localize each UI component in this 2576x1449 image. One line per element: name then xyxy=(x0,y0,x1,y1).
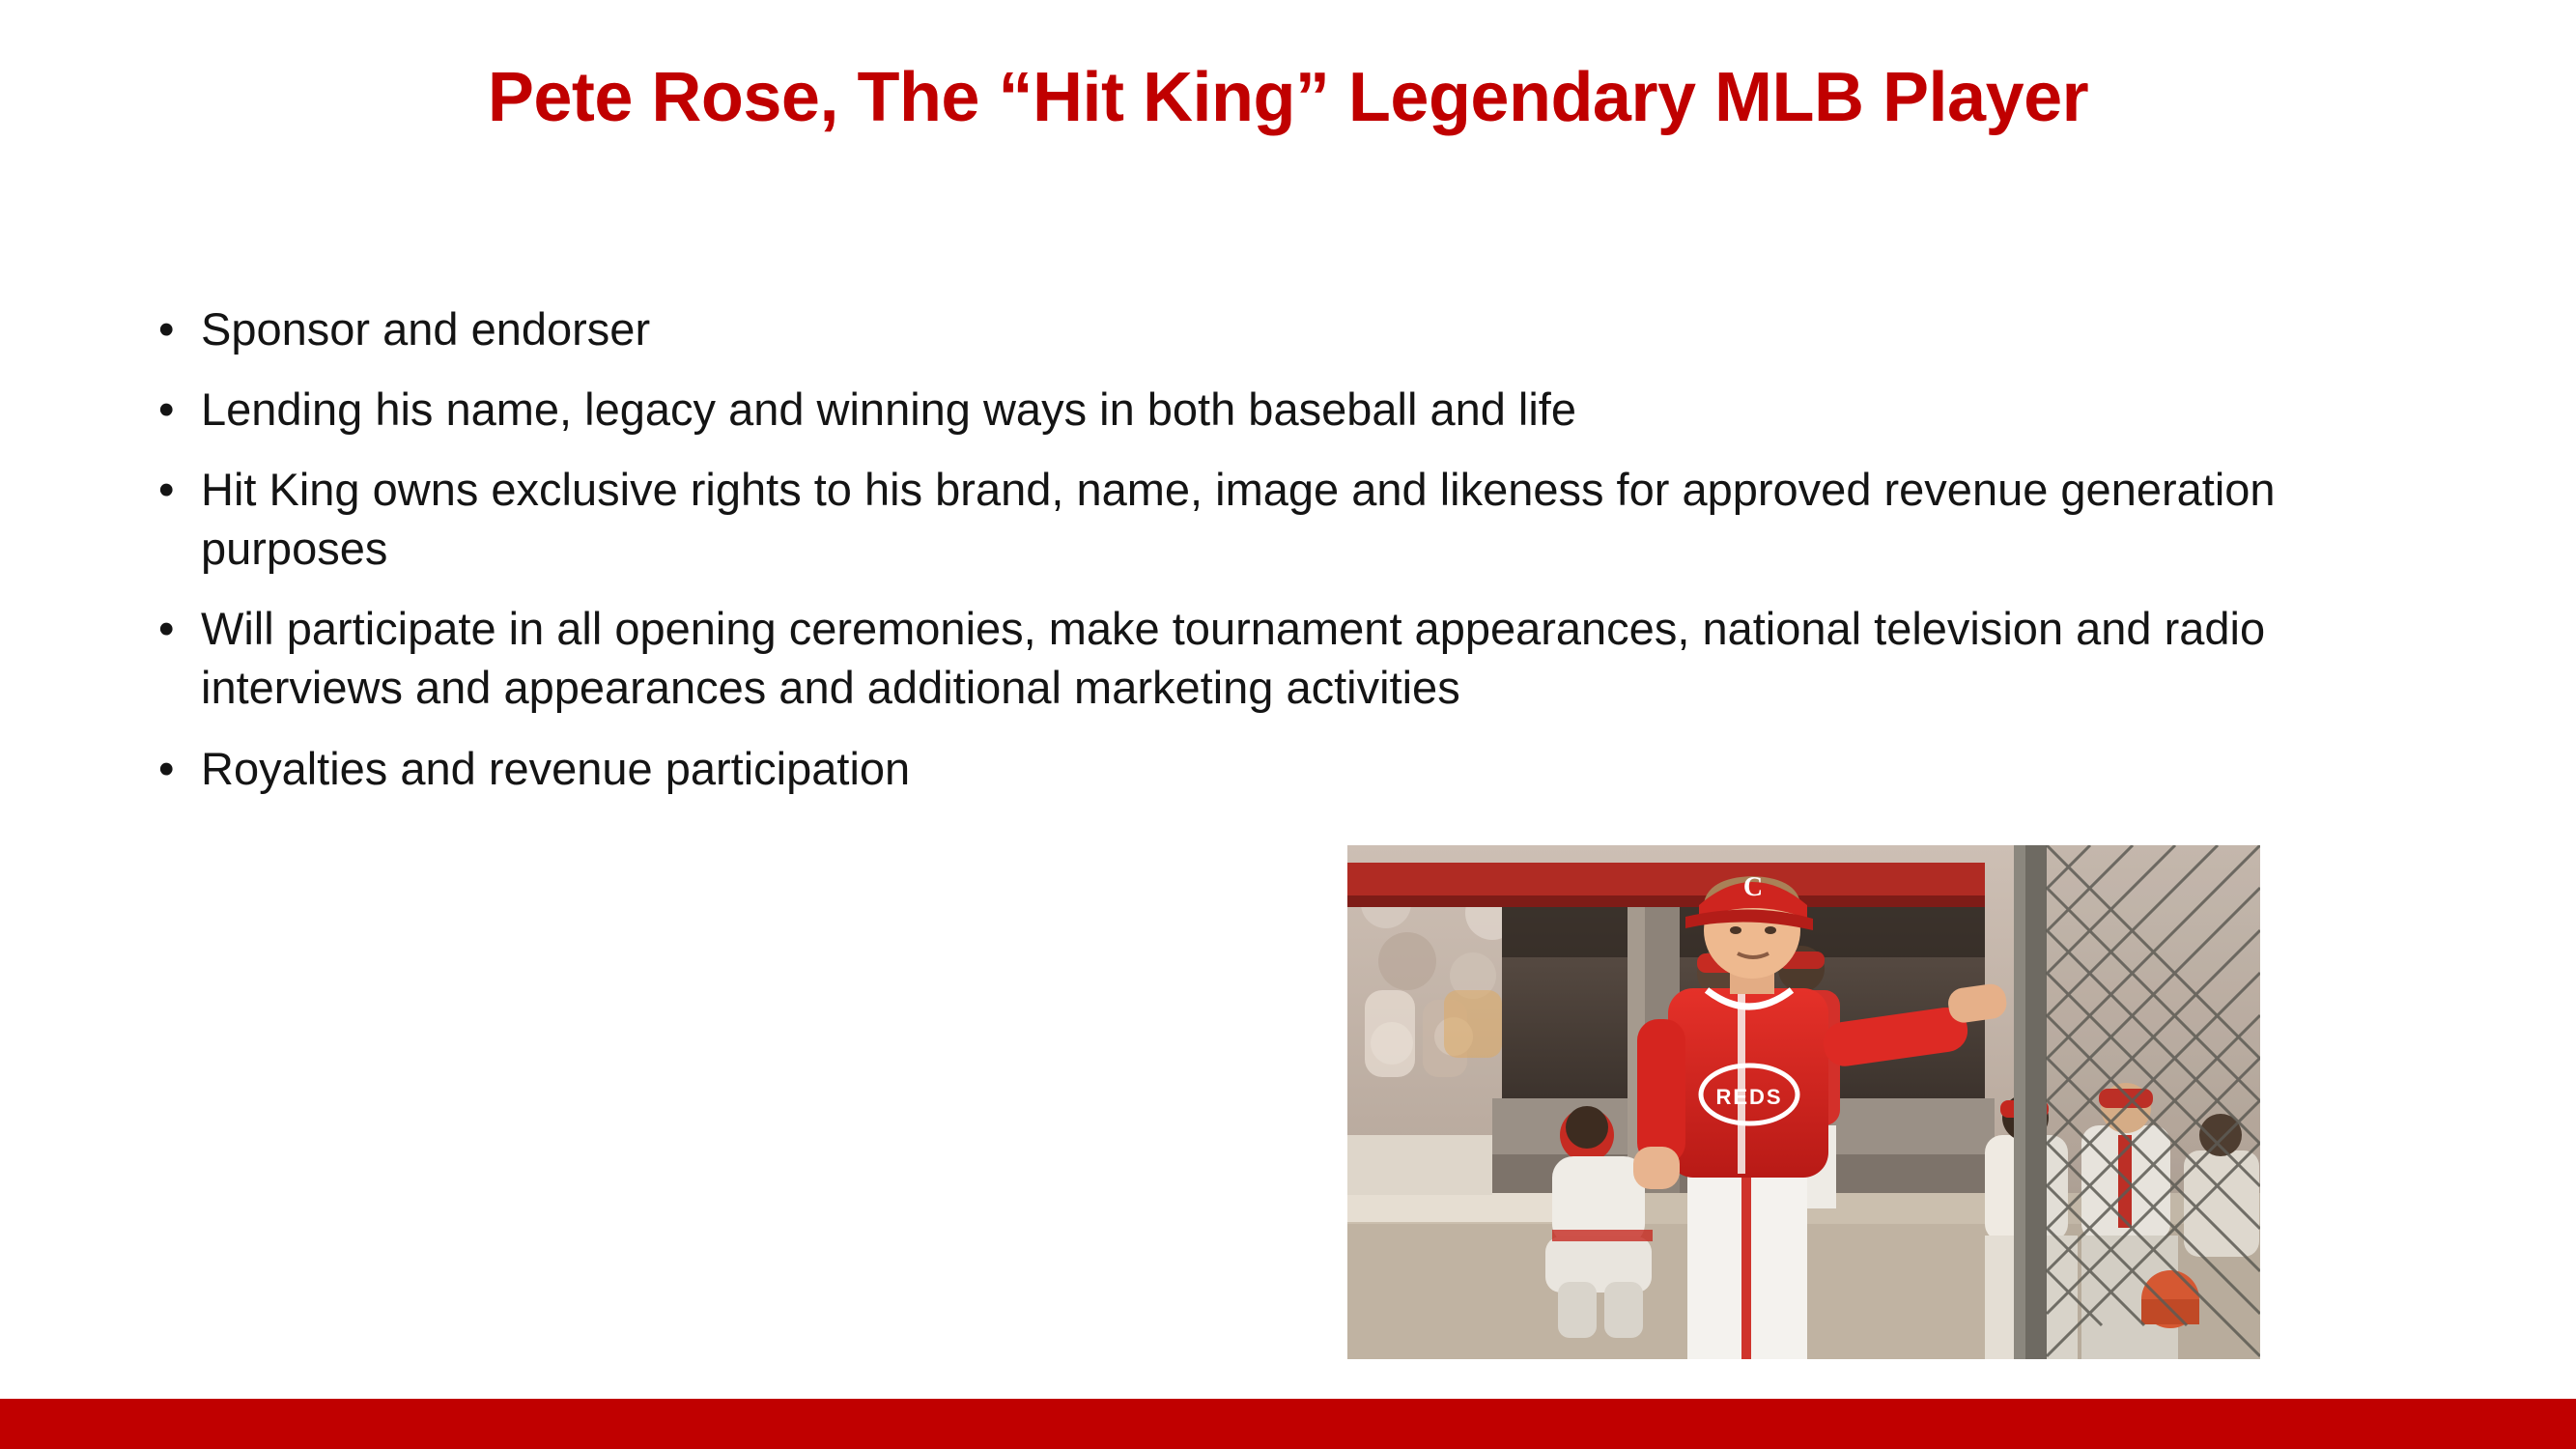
list-item xyxy=(145,739,2424,798)
svg-text:C: C xyxy=(1742,872,1764,902)
list-item xyxy=(145,380,2424,439)
list-item xyxy=(145,460,2424,578)
list-item-text: Lending his name, legacy and winning ways in both baseball and life xyxy=(201,384,1576,436)
list-item-text: Hit King owns exclusive rights to his brand, name, image and likeness for approved revenue generation purposes xyxy=(201,464,2276,575)
list-item xyxy=(145,599,2424,717)
list-item-text: Sponsor and endorser xyxy=(201,303,651,355)
bullet-marker: • xyxy=(158,464,175,516)
footer-accent-bar xyxy=(0,1399,2576,1449)
bullet-marker: • xyxy=(158,384,175,436)
bullet-list xyxy=(145,299,2424,819)
pete-rose-dugout-photo xyxy=(1347,845,2260,1359)
bullet-marker: • xyxy=(158,742,175,794)
page-title: Pete Rose, The “Hit King” Legendary MLB Player xyxy=(487,59,2089,136)
bullet-marker: • xyxy=(158,303,175,355)
svg-text:REDS: REDS xyxy=(1715,1085,1783,1109)
list-item xyxy=(145,299,2424,358)
list-item-text: Royalties and revenue participation xyxy=(201,742,911,794)
list-item-text: Will participate in all opening ceremonies, make tournament appearances, national television and radio interviews and appearances and additional marketing activities xyxy=(201,603,2266,714)
bullet-marker: • xyxy=(158,603,175,655)
